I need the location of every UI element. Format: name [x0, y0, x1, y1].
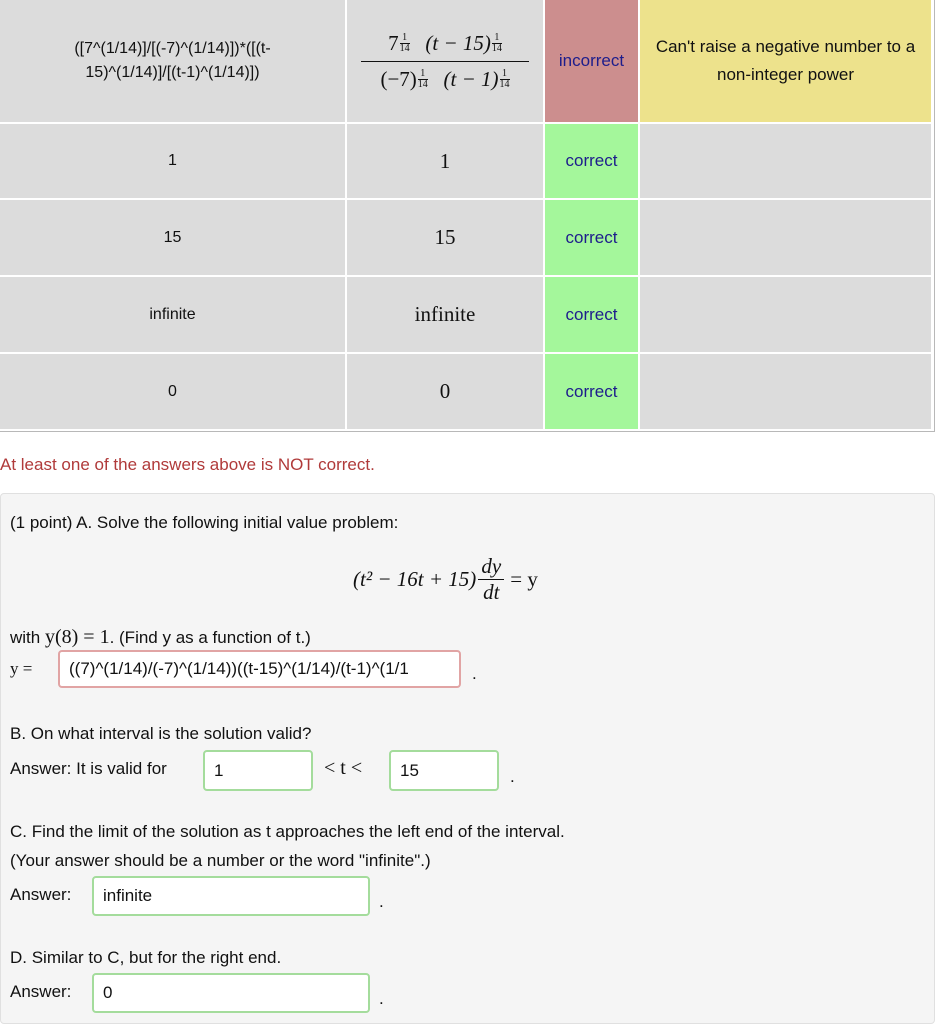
problem-intro: (1 point) A. Solve the following initial value problem:	[10, 513, 399, 532]
differential-equation	[353, 554, 538, 605]
period: .	[379, 892, 384, 911]
answer-c-input[interactable]: infinite	[92, 876, 370, 916]
preview-cell	[347, 0, 543, 122]
table-row	[0, 354, 931, 429]
exponent	[492, 33, 502, 54]
warning-message: At least one of the answers above is NOT correct.	[0, 455, 375, 474]
result-cell	[545, 124, 638, 198]
question-c-hint: (Your answer should be a number or the word "infinite".)	[10, 851, 431, 870]
result-cell	[545, 277, 638, 352]
message-text: Can't raise a negative number to a non-integer power	[655, 37, 916, 84]
answer-b-right-input[interactable]: 15	[389, 750, 499, 791]
equation-left: (t² − 16t + 15)	[353, 567, 477, 591]
preview-text: 15	[434, 225, 456, 249]
equation-right: = y	[510, 567, 538, 591]
den-base: (−7)	[380, 66, 417, 91]
preview-text: 0	[439, 379, 451, 403]
answer-b-prefix: Answer: It is valid for	[10, 759, 167, 778]
dy: dy	[481, 554, 502, 578]
entered-cell	[0, 200, 345, 275]
preview-cell	[347, 354, 543, 429]
exp-den: 14	[417, 78, 428, 90]
exp-num: 1	[402, 31, 408, 43]
question-d: D. Similar to C, but for the right end.	[10, 948, 282, 967]
message-cell	[640, 277, 931, 352]
interval-inequality: < t <	[324, 757, 363, 779]
answer-d-label: Answer:	[10, 982, 72, 1001]
result-cell	[545, 0, 638, 122]
preview-cell	[347, 277, 543, 352]
answer-c-label: Answer:	[10, 885, 72, 904]
entered-text: infinite	[149, 305, 196, 323]
entered-text: ([7^(1/14)]/[(-7)^(1/14)])*([(t-15)^(1/14)]/[(t-1)^(1/14)])	[74, 40, 271, 81]
exp-num: 1	[494, 31, 500, 43]
formula-denominator	[380, 67, 509, 92]
table-row	[0, 200, 931, 275]
condition-math: y(8) = 1	[44, 626, 110, 648]
entered-text: 0	[168, 382, 177, 400]
message-cell	[640, 200, 931, 275]
entered-text: 15	[163, 228, 182, 246]
derivative-fraction	[478, 554, 504, 605]
result-text: correct	[565, 151, 618, 170]
exponent	[500, 69, 510, 90]
exp-den: 14	[399, 42, 410, 54]
result-text: correct	[565, 304, 618, 324]
entered-text: 1	[168, 152, 177, 169]
entered-cell	[0, 354, 345, 429]
period: .	[510, 767, 515, 786]
results-table	[0, 0, 935, 432]
y-label: y =	[10, 659, 33, 678]
exp-num: 1	[502, 67, 508, 79]
initial-condition	[10, 626, 311, 649]
table-row	[0, 277, 931, 352]
condition-suffix: . (Find y as a function of t.)	[109, 628, 311, 647]
table-row	[0, 124, 931, 198]
exp-den: 14	[491, 42, 502, 54]
den-term: (t − 1)	[443, 66, 499, 91]
period: .	[472, 664, 477, 683]
dt: dt	[483, 580, 500, 604]
preview-cell	[347, 124, 543, 198]
entered-cell	[0, 124, 345, 198]
num-term: (t − 15)	[425, 30, 491, 55]
message-cell	[640, 0, 931, 122]
entered-cell	[0, 277, 345, 352]
period: .	[379, 989, 384, 1008]
fraction-bar	[361, 61, 529, 62]
entered-cell	[0, 0, 345, 122]
result-cell	[545, 200, 638, 275]
condition-prefix: with	[10, 628, 45, 647]
exponent	[418, 69, 428, 90]
result-text: correct	[565, 227, 618, 247]
table-row	[0, 0, 931, 122]
exponent	[400, 33, 410, 54]
message-cell	[640, 354, 931, 429]
preview-text: infinite	[414, 302, 476, 326]
answer-b-left-input[interactable]: 1	[203, 750, 313, 791]
preview-text: 1	[439, 148, 451, 173]
result-cell	[545, 354, 638, 429]
formula-numerator	[388, 31, 502, 56]
exp-num: 1	[420, 67, 426, 79]
formula-preview	[361, 31, 529, 92]
problem-panel	[0, 493, 935, 1024]
answer-a-input[interactable]: ((7)^(1/14)/(-7)^(1/14))((t-15)^(1/14)/(t-1)^(1/1	[58, 650, 461, 688]
preview-cell	[347, 200, 543, 275]
question-c: C. Find the limit of the solution as t approaches the left end of the interval.	[10, 822, 565, 841]
message-cell	[640, 124, 931, 198]
result-text: correct	[565, 381, 618, 401]
result-text: incorrect	[558, 51, 625, 70]
exp-den: 14	[499, 78, 510, 90]
num-base: 7	[388, 30, 399, 55]
question-b: B. On what interval is the solution valid?	[10, 724, 312, 743]
answer-d-input[interactable]: 0	[92, 973, 370, 1013]
